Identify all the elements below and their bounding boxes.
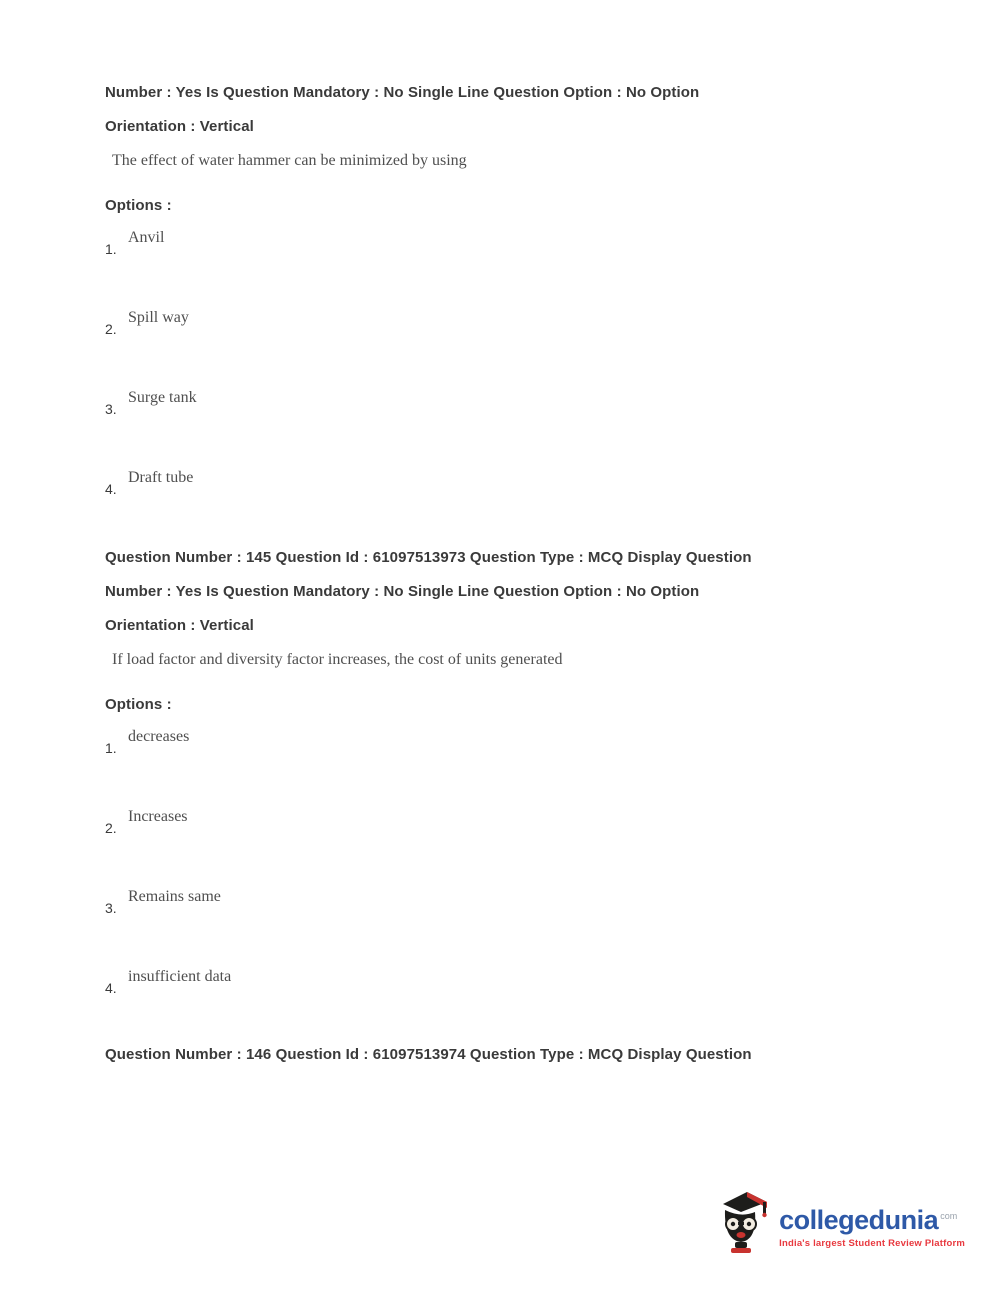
- option-item: [105, 888, 893, 916]
- brand-tld: com: [940, 1211, 958, 1221]
- option-number: 4.: [105, 481, 117, 497]
- option-item: [105, 389, 893, 417]
- option-text: Spill way: [128, 309, 189, 326]
- option-text: decreases: [128, 728, 190, 745]
- option-number: 4.: [105, 980, 117, 996]
- option-number: 2.: [105, 321, 117, 337]
- question-meta-orientation: Orientation : Vertical: [105, 118, 254, 135]
- option-text: Surge tank: [128, 389, 197, 406]
- option-text: Remains same: [128, 888, 221, 905]
- question-text: If load factor and diversity factor increases, the cost of units generated: [112, 651, 563, 668]
- option-item: [105, 309, 893, 337]
- brand-tagline: India's largest Student Review Platform: [779, 1238, 965, 1249]
- option-item: [105, 229, 893, 257]
- brand-wordmark: collegedunia: [779, 1205, 939, 1235]
- brand-name: [779, 1202, 965, 1234]
- options-label: Options :: [105, 696, 172, 713]
- collegedunia-logo: [711, 1188, 965, 1254]
- option-number: 3.: [105, 401, 117, 417]
- question-block-144: [105, 82, 893, 497]
- option-item: [105, 968, 893, 996]
- question-heading-146: Question Number : 146 Question Id : 61097513974 Question Type : MCQ Display Question: [105, 1046, 752, 1063]
- collegedunia-brand-text: [779, 1188, 965, 1249]
- option-number: 2.: [105, 820, 117, 836]
- option-item: [105, 728, 893, 756]
- question-meta-line: Number : Yes Is Question Mandatory : No Single Line Question Option : No Option: [105, 84, 700, 101]
- option-number: 3.: [105, 900, 117, 916]
- option-number: 1.: [105, 740, 117, 756]
- option-item: [105, 808, 893, 836]
- question-block-145: [105, 547, 893, 996]
- option-text: Increases: [128, 808, 188, 825]
- option-text: Anvil: [128, 229, 165, 246]
- collegedunia-mascot-icon: [711, 1188, 769, 1254]
- question-meta-line: Number : Yes Is Question Mandatory : No Single Line Question Option : No Option: [105, 583, 700, 600]
- question-heading: Question Number : 145 Question Id : 61097513973 Question Type : MCQ Display Question: [105, 549, 752, 566]
- option-text: Draft tube: [128, 469, 194, 486]
- option-number: 1.: [105, 241, 117, 257]
- question-text: The effect of water hammer can be minimized by using: [112, 152, 467, 169]
- options-label: Options :: [105, 197, 172, 214]
- option-item: [105, 469, 893, 497]
- option-text: insufficient data: [128, 968, 232, 985]
- question-meta-orientation: Orientation : Vertical: [105, 617, 254, 634]
